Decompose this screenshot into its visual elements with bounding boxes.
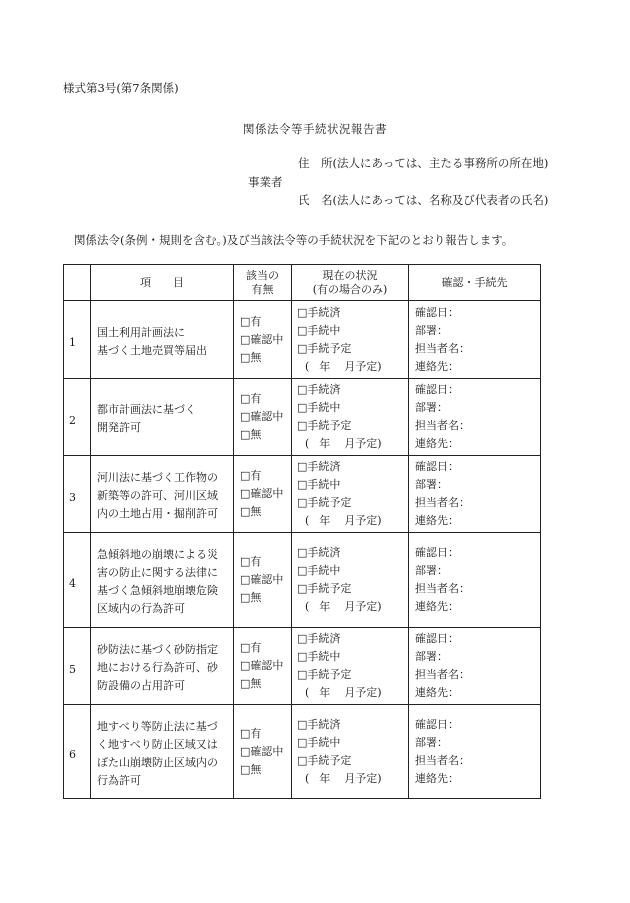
contact-info-label: 連絡先： bbox=[415, 359, 459, 373]
contact-fields bbox=[409, 705, 541, 799]
applicable-no-checkbox[interactable]: □無 bbox=[240, 350, 262, 364]
applicability-options bbox=[234, 456, 292, 533]
status-options bbox=[292, 533, 409, 628]
applicable-no-checkbox[interactable]: □無 bbox=[240, 677, 262, 690]
status-planned-checkbox[interactable]: □手続予定 bbox=[297, 419, 352, 432]
scheduled-open: ( bbox=[305, 771, 310, 785]
header-contact: 確認・手続先 bbox=[409, 265, 541, 301]
department-label: 部署： bbox=[415, 564, 448, 577]
row-item bbox=[91, 379, 234, 456]
row-item bbox=[91, 705, 234, 799]
applicable-yes-checkbox[interactable]: □有 bbox=[240, 726, 262, 740]
contact-fields bbox=[409, 301, 541, 379]
document-title: 関係法令等手続状況報告書 bbox=[243, 122, 387, 136]
row-number: 3 bbox=[64, 456, 91, 533]
scheduled-year: 年 bbox=[319, 514, 331, 527]
contact-fields bbox=[409, 628, 541, 705]
table-row bbox=[64, 379, 541, 456]
status-completed-checkbox[interactable]: □手続済 bbox=[297, 305, 341, 319]
row-item-line: 砂防法に基づく砂防指定 bbox=[97, 643, 218, 656]
applicability-options bbox=[234, 533, 292, 628]
contact-fields bbox=[409, 379, 541, 456]
scheduled-year: 年 bbox=[319, 600, 331, 613]
applicable-checking-checkbox[interactable]: □確認中 bbox=[240, 410, 284, 423]
row-item-line: 内の土地占用・掘削許可 bbox=[97, 507, 218, 520]
procedure-status-table bbox=[63, 264, 541, 799]
scheduled-date bbox=[297, 598, 408, 616]
row-number: 4 bbox=[64, 533, 91, 628]
row-item-line: 地における行為許可、砂 bbox=[97, 661, 218, 674]
row-item-line: 新築等の許可、河川区域 bbox=[97, 489, 218, 502]
row-item-line: 基づく土地売買等届出 bbox=[97, 343, 207, 357]
status-in-progress-checkbox[interactable]: □手続中 bbox=[297, 564, 341, 577]
status-completed-checkbox[interactable]: □手続済 bbox=[297, 383, 341, 396]
row-item-line: 害の防止に関する法律に bbox=[97, 566, 218, 579]
contact-fields bbox=[409, 456, 541, 533]
table-header-row bbox=[64, 265, 541, 301]
status-in-progress-checkbox[interactable]: □手続中 bbox=[297, 650, 341, 663]
status-completed-checkbox[interactable]: □手続済 bbox=[297, 546, 341, 559]
applicable-no-checkbox[interactable]: □無 bbox=[240, 428, 262, 441]
status-planned-checkbox[interactable]: □手続予定 bbox=[297, 753, 352, 767]
status-options bbox=[292, 705, 409, 799]
contact-info-label: 連絡先： bbox=[415, 514, 459, 527]
person-in-charge-label: 担当者名： bbox=[415, 582, 470, 595]
row-item bbox=[91, 533, 234, 628]
header-applicability bbox=[234, 265, 292, 301]
department-label: 部署： bbox=[415, 323, 448, 337]
scheduled-month: 月予定) bbox=[344, 686, 382, 699]
contact-info-label: 連絡先： bbox=[415, 771, 459, 785]
row-item-line: く地すべり防止区域又は bbox=[97, 737, 218, 751]
status-planned-checkbox[interactable]: □手続予定 bbox=[297, 582, 352, 595]
scheduled-date bbox=[297, 770, 408, 788]
row-number: 5 bbox=[64, 628, 91, 705]
contact-fields bbox=[409, 533, 541, 628]
person-in-charge-label: 担当者名： bbox=[415, 668, 470, 681]
row-item-line: 河川法に基づく工作物の bbox=[97, 471, 218, 484]
confirmation-date-label: 確認日： bbox=[415, 632, 459, 645]
applicable-checking-checkbox[interactable]: □確認中 bbox=[240, 659, 284, 672]
scheduled-date bbox=[297, 684, 408, 702]
scheduled-year: 年 bbox=[319, 686, 331, 699]
applicable-no-checkbox[interactable]: □無 bbox=[240, 762, 262, 776]
row-item bbox=[91, 301, 234, 379]
row-number: 1 bbox=[64, 301, 91, 379]
applicability-options bbox=[234, 301, 292, 379]
form-number: 様式第3号(第7条関係) bbox=[63, 81, 179, 95]
table-row bbox=[64, 628, 541, 705]
status-options bbox=[292, 628, 409, 705]
applicable-yes-checkbox[interactable]: □有 bbox=[240, 641, 262, 654]
scheduled-date bbox=[297, 435, 408, 453]
scheduled-month: 月予定) bbox=[344, 600, 382, 613]
confirmation-date-label: 確認日： bbox=[415, 305, 459, 319]
row-item bbox=[91, 456, 234, 533]
scheduled-open: ( bbox=[305, 437, 310, 450]
department-label: 部署： bbox=[415, 735, 448, 749]
header-item: 項 目 bbox=[91, 265, 234, 301]
applicable-yes-checkbox[interactable]: □有 bbox=[240, 555, 262, 568]
header-number bbox=[64, 265, 91, 301]
row-item-line: 区域内の行為許可 bbox=[97, 602, 185, 615]
scheduled-month: 月予定) bbox=[344, 514, 382, 527]
scheduled-year: 年 bbox=[319, 771, 331, 785]
row-item-line: 開発許可 bbox=[97, 421, 141, 434]
status-planned-checkbox[interactable]: □手続予定 bbox=[297, 496, 352, 509]
scheduled-month: 月予定) bbox=[344, 359, 382, 373]
row-item-line: 都市計画法に基づく bbox=[97, 403, 196, 416]
status-completed-checkbox[interactable]: □手続済 bbox=[297, 717, 341, 731]
header-status-line2: (有の場合のみ) bbox=[312, 282, 388, 296]
applicable-yes-checkbox[interactable]: □有 bbox=[240, 469, 262, 482]
header-applicability-line2: 有無 bbox=[251, 282, 274, 296]
department-label: 部署： bbox=[415, 650, 448, 663]
name-label: 氏 名(法人にあっては、名称及び代表者の氏名) bbox=[298, 193, 549, 207]
applicable-checking-checkbox[interactable]: □確認中 bbox=[240, 744, 284, 758]
row-item-line: 行為許可 bbox=[97, 773, 141, 787]
business-operator-label: 事業者 bbox=[248, 175, 283, 189]
applicable-yes-checkbox[interactable]: □有 bbox=[240, 392, 262, 405]
confirmation-date-label: 確認日： bbox=[415, 460, 459, 473]
scheduled-month: 月予定) bbox=[344, 437, 382, 450]
table-row bbox=[64, 533, 541, 628]
header-status-line1: 現在の状況 bbox=[322, 268, 378, 282]
contact-info-label: 連絡先： bbox=[415, 437, 459, 450]
table-row bbox=[64, 456, 541, 533]
status-in-progress-checkbox[interactable]: □手続中 bbox=[297, 401, 341, 414]
row-item-line: 急傾斜地の崩壊による災 bbox=[97, 548, 218, 561]
row-item-line: 地すべり等防止法に基づ bbox=[97, 719, 218, 733]
confirmation-date-label: 確認日： bbox=[415, 546, 459, 559]
status-planned-checkbox[interactable]: □手続予定 bbox=[297, 668, 352, 681]
status-options bbox=[292, 301, 409, 379]
status-planned-checkbox[interactable]: □手続予定 bbox=[297, 341, 352, 355]
applicability-options bbox=[234, 628, 292, 705]
applicable-checking-checkbox[interactable]: □確認中 bbox=[240, 573, 284, 586]
applicable-yes-checkbox[interactable]: □有 bbox=[240, 314, 262, 328]
scheduled-year: 年 bbox=[319, 437, 331, 450]
row-number: 2 bbox=[64, 379, 91, 456]
status-in-progress-checkbox[interactable]: □手続中 bbox=[297, 735, 341, 749]
status-completed-checkbox[interactable]: □手続済 bbox=[297, 460, 341, 473]
person-in-charge-label: 担当者名： bbox=[415, 341, 470, 355]
applicability-options bbox=[234, 379, 292, 456]
scheduled-open: ( bbox=[305, 514, 310, 527]
applicable-no-checkbox[interactable]: □無 bbox=[240, 505, 262, 518]
contact-info-label: 連絡先： bbox=[415, 600, 459, 613]
header-status bbox=[292, 265, 409, 301]
applicability-options bbox=[234, 705, 292, 799]
row-number: 6 bbox=[64, 705, 91, 799]
address-label: 住 所(法人にあっては、主たる事務所の所在地) bbox=[298, 156, 549, 170]
intro-text: 関係法令(条例・規則を含む。)及び当該法令等の手続状況を下記のとおり報告します。 bbox=[74, 233, 514, 247]
status-in-progress-checkbox[interactable]: □手続中 bbox=[297, 323, 341, 337]
scheduled-open: ( bbox=[305, 686, 310, 699]
header-applicability-line1: 該当の bbox=[246, 268, 279, 282]
scheduled-month: 月予定) bbox=[344, 771, 382, 785]
department-label: 部署： bbox=[415, 478, 448, 491]
contact-info-label: 連絡先： bbox=[415, 686, 459, 699]
status-in-progress-checkbox[interactable]: □手続中 bbox=[297, 478, 341, 491]
table-row bbox=[64, 705, 541, 799]
person-in-charge-label: 担当者名： bbox=[415, 419, 470, 432]
status-options bbox=[292, 379, 409, 456]
status-options bbox=[292, 456, 409, 533]
row-item bbox=[91, 628, 234, 705]
person-in-charge-label: 担当者名： bbox=[415, 753, 470, 767]
table-row bbox=[64, 301, 541, 379]
applicable-checking-checkbox[interactable]: □確認中 bbox=[240, 487, 284, 500]
department-label: 部署： bbox=[415, 401, 448, 414]
row-item-line: 国土利用計画法に bbox=[97, 325, 185, 339]
scheduled-open: ( bbox=[305, 359, 310, 373]
scheduled-open: ( bbox=[305, 600, 310, 613]
status-completed-checkbox[interactable]: □手続済 bbox=[297, 632, 341, 645]
scheduled-date bbox=[297, 512, 408, 530]
applicable-no-checkbox[interactable]: □無 bbox=[240, 591, 262, 604]
applicable-checking-checkbox[interactable]: □確認中 bbox=[240, 332, 284, 346]
person-in-charge-label: 担当者名： bbox=[415, 496, 470, 509]
row-item-line: ぼた山崩壊防止区域内の bbox=[97, 755, 218, 769]
scheduled-year: 年 bbox=[319, 359, 331, 373]
confirmation-date-label: 確認日： bbox=[415, 717, 459, 731]
confirmation-date-label: 確認日： bbox=[415, 383, 459, 396]
row-item-line: 基づく急傾斜地崩壊危険 bbox=[97, 584, 218, 597]
scheduled-date bbox=[297, 358, 408, 376]
row-item-line: 防設備の占用許可 bbox=[97, 679, 185, 692]
